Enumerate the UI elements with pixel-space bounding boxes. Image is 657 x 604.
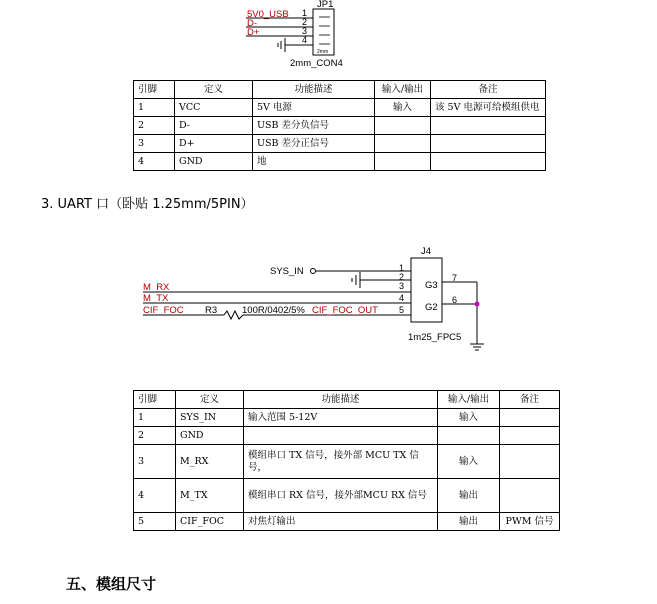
net-m-tx: M_TX bbox=[143, 293, 169, 304]
col-pin: 引脚 bbox=[134, 391, 176, 409]
j4-ref: J4 bbox=[421, 246, 432, 257]
table-header-row bbox=[134, 391, 560, 409]
table-row: 4 GND 地 bbox=[134, 153, 546, 171]
table-header-row bbox=[134, 81, 546, 99]
j4-pin-7: 7 bbox=[452, 273, 458, 283]
table-row: 2 D- USB 差分负信号 bbox=[134, 117, 546, 135]
uart-pin-table bbox=[133, 390, 560, 531]
j4-part: 1m25_FPC5 bbox=[408, 332, 462, 343]
col-definition: 定义 bbox=[176, 391, 244, 409]
usb-pin-table bbox=[133, 80, 546, 171]
r3-resistor bbox=[224, 311, 243, 319]
table-row: 1 VCC 5V 电源 输入 该 5V 电源可给模组供电 bbox=[134, 99, 546, 117]
uart-connector-schematic bbox=[0, 240, 657, 360]
net-cif-foc: CIF_FOC bbox=[143, 305, 184, 316]
net-d-minus: D- bbox=[247, 18, 258, 29]
r3-ref: R3 bbox=[205, 305, 218, 316]
table-row: 5 CIF_FOC 对焦灯输出 输出 PWM 信号 bbox=[134, 513, 560, 531]
jp1-pin-4: 4 bbox=[302, 35, 308, 45]
jp1-pin-2: 2 bbox=[302, 17, 308, 27]
j4-g3: G3 bbox=[425, 280, 438, 291]
col-note: 备注 bbox=[500, 391, 560, 409]
table-row: 4 M_TX 模组串口 RX 信号，接外部MCU RX 信号 输出 bbox=[134, 479, 560, 513]
col-note: 备注 bbox=[431, 81, 546, 99]
net-sys-in: SYS_IN bbox=[270, 266, 304, 277]
j4-pin-5: 5 bbox=[399, 305, 405, 315]
usb-connector-schematic bbox=[0, 0, 657, 80]
col-function: 功能描述 bbox=[244, 391, 438, 409]
net-5v0-usb: 5V0_USB bbox=[247, 9, 289, 20]
j4-pin-3: 3 bbox=[399, 281, 405, 291]
col-function: 功能描述 bbox=[253, 81, 375, 99]
j4-pin-4: 4 bbox=[399, 293, 405, 303]
table-row: 3 M_RX 模组串口 TX 信号，接外部 MCU TX 信号， 输入 bbox=[134, 445, 560, 479]
col-definition: 定义 bbox=[175, 81, 253, 99]
col-io: 输入/输出 bbox=[438, 391, 500, 409]
net-cif-foc-out: CIF_FOC_OUT bbox=[312, 305, 378, 316]
table-row: 2 GND bbox=[134, 427, 560, 445]
jp1-ref: JP1 bbox=[317, 0, 334, 10]
jp1-mark: 2mm bbox=[317, 49, 329, 55]
jp1-pin-1: 1 bbox=[302, 8, 308, 18]
jp1-part: 2mm_CON4 bbox=[290, 58, 343, 69]
net-d-plus: D+ bbox=[247, 27, 260, 38]
module-size-title: 五、模组尺寸 bbox=[66, 575, 157, 593]
net-m-rx: M_RX bbox=[143, 282, 170, 293]
j4-pin-2: 2 bbox=[399, 272, 405, 282]
table-row: 1 SYS_IN 输入范围 5-12V 输入 bbox=[134, 409, 560, 427]
j4-pin-1: 1 bbox=[399, 263, 405, 273]
table-row: 3 D+ USB 差分正信号 bbox=[134, 135, 546, 153]
junction-dot bbox=[475, 302, 480, 307]
j4-pin-6: 6 bbox=[452, 295, 458, 305]
r3-value: 100R/0402/5% bbox=[242, 305, 305, 316]
col-pin: 引脚 bbox=[134, 81, 175, 99]
jp1-pin-3: 3 bbox=[302, 26, 308, 36]
j4-g2: G2 bbox=[425, 302, 438, 313]
col-io: 输入/输出 bbox=[375, 81, 431, 99]
uart-section-title: 3. UART 口（卧贴 1.25mm/5PIN） bbox=[41, 197, 254, 212]
